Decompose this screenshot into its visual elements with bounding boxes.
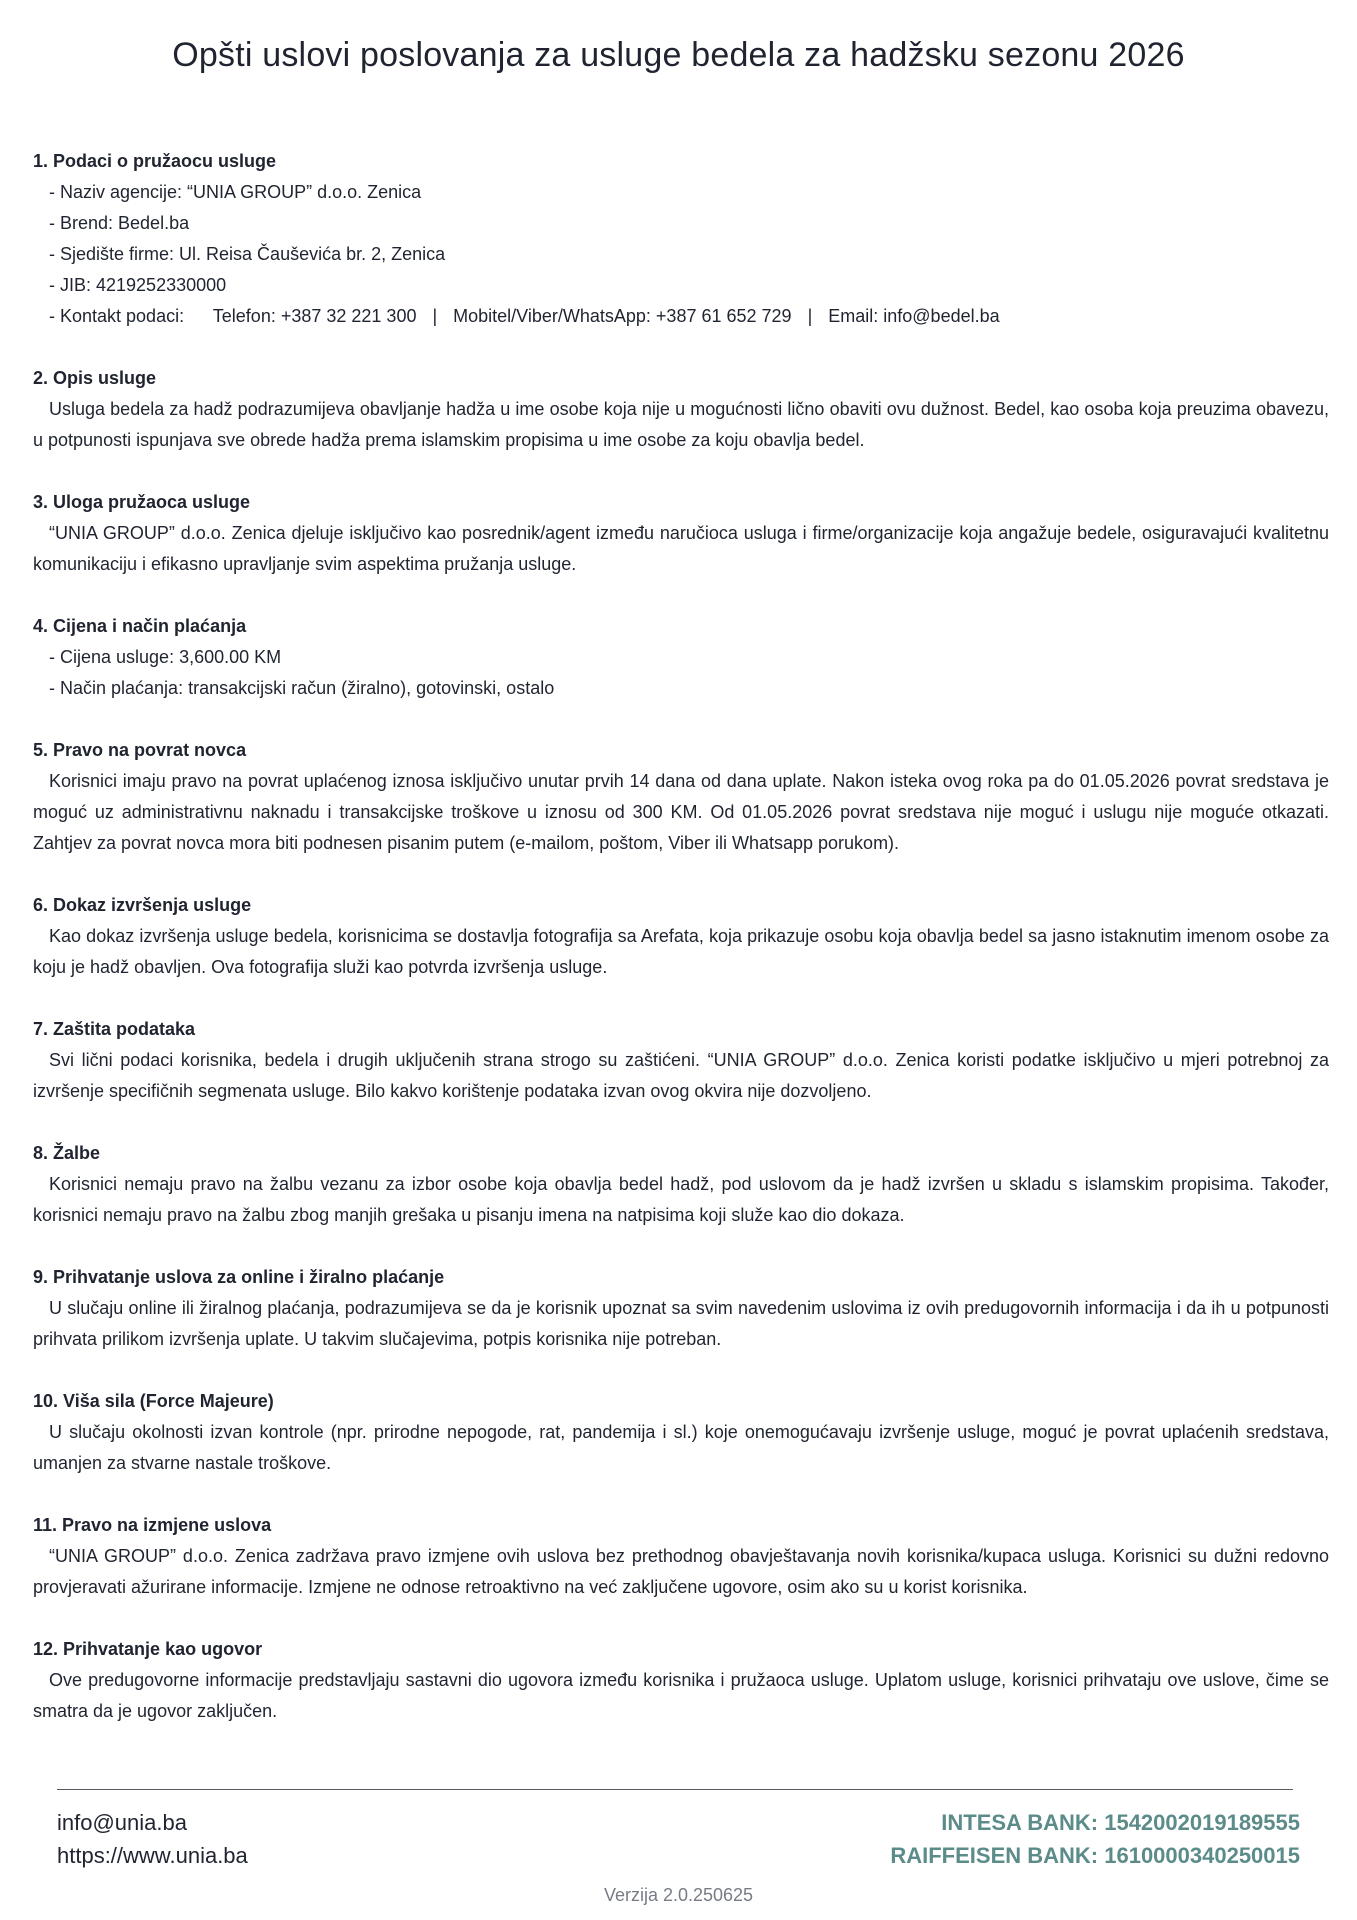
section-heading: 10. Viša sila (Force Majeure) (33, 1391, 274, 1411)
section-body: Korisnici imaju pravo na povrat uplaćenog iznosa isključivo unutar prvih 14 dana od dana uplate. Nakon isteka ovog roka pa do 01.05.2026 povrat sredstava je moguć uz administrativnu naknadu i transakcijske troškove u iznosu od 300 KM. Od 01.05.2026 povrat sredstava nije moguć i uslugu nije moguće otkazati. Zahtjev za povrat novca mora biti podnesen pisanim putem (e-mailom, poštom, Viber ili Whatsapp porukom). (33, 771, 1329, 853)
section-body: Korisnici nemaju pravo na žalbu vezanu za izbor osobe koja obavlja bedel hadž, pod uslovom da je hadž izvršen u skladu s islamskim propisima. Također, korisnici nemaju pravo na žalbu zbog manjih grešaka u pisanju imena na natpisima koji služe kao dio dokaza. (33, 1174, 1329, 1225)
section-refund (33, 735, 1329, 859)
section-body: Svi lični podaci korisnika, bedela i drugih uključenih strana strogo su zaštićeni. “UNIA GROUP” d.o.o. Zenica koristi podatke isključivo u mjeri potrebnoj za izvršenje specifičnih segmenata usluge. Bilo kakvo korištenje podataka izvan ovog okvira nije dozvoljeno. (33, 1050, 1329, 1101)
section-body: “UNIA GROUP” d.o.o. Zenica djeluje isključivo kao posrednik/agent između naručioca usluga i firme/organizacije koja angažuje bedele, osiguravajući kvalitetnu komunikaciju i efikasno upravljanje svim aspektima pružanja usluge. (33, 523, 1329, 574)
bank-intesa: INTESA BANK: 1542002019189555 (941, 1810, 1300, 1835)
contact-email: Email: info@bedel.ba (828, 306, 1000, 326)
footer-banks (890, 1806, 1300, 1872)
section-proof (33, 890, 1329, 983)
section-heading: 12. Prihvatanje kao ugovor (33, 1639, 263, 1659)
bank-raiffeisen: RAIFFEISEN BANK: 1610000340250015 (890, 1843, 1300, 1868)
section-provider-info (33, 146, 1329, 332)
section-heading: 4. Cijena i način plaćanja (33, 616, 247, 636)
service-price: - Cijena usluge: 3,600.00 KM (49, 647, 282, 667)
section-heading: 2. Opis usluge (33, 368, 157, 388)
contact-details (33, 301, 1329, 332)
contact-phone: Telefon: +387 32 221 300 (212, 306, 417, 326)
document-version: Verzija 2.0.250625 (603, 1885, 754, 1905)
section-price-payment (33, 611, 1329, 704)
section-data-protection (33, 1014, 1329, 1107)
footer-email: info@unia.ba (57, 1810, 187, 1835)
agency-name: - Naziv agencije: “UNIA GROUP” d.o.o. Zenica (49, 182, 422, 202)
section-heading: 7. Zaštita podataka (33, 1019, 196, 1039)
section-body: U slučaju online ili žiralnog plaćanja, podrazumijeva se da je korisnik upoznat sa svim navedenim uslovima iz ovih predugovornih informacija i da ih u potpunosti prihvata prilikom izvršenja uplate. U takvim slučajevima, potpis korisnika nije potreban. (33, 1298, 1329, 1349)
contact-separator: | (432, 306, 438, 326)
contact-separator: | (807, 306, 813, 326)
section-contract-acceptance (33, 1634, 1329, 1727)
section-amendments (33, 1510, 1329, 1603)
section-heading: 9. Prihvatanje uslova za online i žiralno plaćanje (33, 1267, 445, 1287)
footer-website: https://www.unia.ba (57, 1843, 248, 1868)
section-force-majeure (33, 1386, 1329, 1479)
section-online-acceptance (33, 1262, 1329, 1355)
contact-label: - Kontakt podaci: (49, 306, 185, 326)
headquarters: - Sjedište firme: Ul. Reisa Čauševića br. 2, Zenica (49, 244, 446, 264)
section-service-description (33, 363, 1329, 456)
section-heading: 8. Žalbe (33, 1143, 101, 1163)
contact-mobile: Mobitel/Viber/WhatsApp: +387 61 652 729 (453, 306, 792, 326)
section-heading: 11. Pravo na izmjene uslova (33, 1515, 272, 1535)
section-body: Usluga bedela za hadž podrazumijeva obavljanje hadža u ime osobe koja nije u mogućnosti lično obaviti ovu dužnost. Bedel, kao osoba koja preuzima obavezu, u potpunosti ispunjava sve obrede hadža prema islamskim propisima u ime osobe za koju obavlja bedel. (33, 399, 1329, 450)
section-heading: 6. Dokaz izvršenja usluge (33, 895, 252, 915)
section-provider-role (33, 487, 1329, 580)
section-body: Kao dokaz izvršenja usluge bedela, korisnicima se dostavlja fotografija sa Arefata, koja prikazuje osobu koja obavlja bedel sa jasno istaknutim imenom osobe za koju je hadž obavljen. Ova fotografija služi kao potvrda izvršenja usluge. (33, 926, 1329, 977)
section-complaints (33, 1138, 1329, 1231)
document-title: Opšti uslovi poslovanja za usluge bedela za hadžsku sezonu 2026 (172, 36, 1185, 74)
section-body: “UNIA GROUP” d.o.o. Zenica zadržava pravo izmjene ovih uslova bez prethodnog obavještavanja novih korisnika/kupaca usluga. Korisnici su dužni redovno provjeravati ažurirane informacije. Izmjene ne odnose retroaktivno na već zaključene ugovore, osim ako su u korist korisnika. (33, 1546, 1329, 1597)
section-heading: 5. Pravo na povrat novca (33, 740, 247, 760)
footer-divider (57, 1789, 1293, 1790)
footer-contacts (57, 1806, 248, 1872)
brand: - Brend: Bedel.ba (49, 213, 190, 233)
section-body: U slučaju okolnosti izvan kontrole (npr. prirodne nepogode, rat, pandemija i sl.) koje onemogućavaju izvršenje usluge, moguć je povrat uplaćenih sredstava, umanjen za stvarne nastale troškove. (33, 1422, 1329, 1473)
payment-method: - Način plaćanja: transakcijski račun (žiralno), gotovinski, ostalo (49, 678, 555, 698)
section-heading: 3. Uloga pružaoca usluge (33, 492, 251, 512)
document-content (33, 146, 1329, 1758)
jib: - JIB: 4219252330000 (49, 275, 227, 295)
section-body: Ove predugovorne informacije predstavljaju sastavni dio ugovora između korisnika i pružaoca usluge. Uplatom usluge, korisnici prihvataju ove uslove, čime se smatra da je ugovor zaključen. (33, 1670, 1329, 1721)
section-heading: 1. Podaci o pružaocu usluge (33, 151, 277, 171)
